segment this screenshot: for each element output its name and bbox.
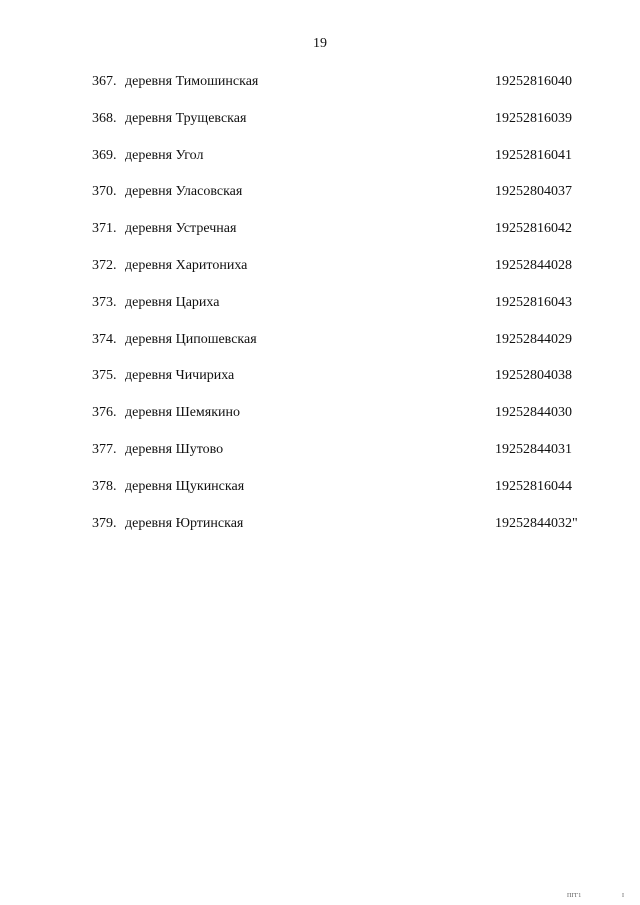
page-number: 19 <box>313 36 327 51</box>
item-number: 375. <box>92 368 117 384</box>
item-code: 19252844032" <box>495 515 578 531</box>
item-number: 368. <box>92 110 117 126</box>
item-number: 373. <box>92 294 117 310</box>
item-number: 376. <box>92 405 117 421</box>
item-name: деревня Щукинская <box>125 478 245 494</box>
item-number: 372. <box>92 257 117 273</box>
item-name: деревня Угол <box>125 147 204 163</box>
item-number: 367. <box>92 74 117 89</box>
item-number: 374. <box>92 331 117 347</box>
list-item <box>92 404 592 441</box>
item-number: 379. <box>92 515 117 531</box>
item-name: деревня Чичириха <box>125 368 235 384</box>
item-code: 19252844028 <box>495 257 572 273</box>
item-code: 19252816042 <box>495 221 572 237</box>
list-item <box>92 294 592 331</box>
item-name: деревня Юртинская <box>125 515 244 531</box>
list-item <box>92 478 592 515</box>
settlement-list <box>92 73 592 551</box>
footer-right-mark: I <box>622 893 624 899</box>
list-item <box>92 147 592 184</box>
item-code: 19252844029 <box>495 331 572 347</box>
item-code: 19252844031 <box>495 441 572 457</box>
item-number: 370. <box>92 184 117 200</box>
list-item <box>92 73 592 110</box>
item-name: деревня Шемякино <box>125 405 241 421</box>
list-item <box>92 183 592 220</box>
item-number: 377. <box>92 441 117 457</box>
item-name: деревня Шутово <box>125 441 224 457</box>
item-code: 19252816039 <box>495 110 572 126</box>
list-item <box>92 220 592 257</box>
list-item <box>92 441 592 478</box>
item-code: 19252804038 <box>495 368 572 384</box>
list-item <box>92 257 592 294</box>
item-name: деревня Харитониха <box>125 257 248 273</box>
item-code: 19252816040 <box>495 74 572 89</box>
item-code: 19252816043 <box>495 294 572 310</box>
list-item <box>92 110 592 147</box>
footer-left-mark: ΠΓΓ1 <box>567 893 582 899</box>
list-item <box>92 367 592 404</box>
item-name: деревня Уласовская <box>125 184 243 200</box>
item-code: 19252816044 <box>495 478 572 494</box>
list-item <box>92 331 592 368</box>
item-name: деревня Тимошинская <box>125 74 259 89</box>
item-code: 19252816041 <box>495 147 572 163</box>
item-number: 378. <box>92 478 117 494</box>
item-name: деревня Цариха <box>125 294 220 310</box>
item-code: 19252844030 <box>495 405 572 421</box>
item-name: деревня Ципошевская <box>125 331 257 347</box>
item-number: 371. <box>92 221 117 237</box>
item-number: 369. <box>92 147 117 163</box>
item-code: 19252804037 <box>495 184 572 200</box>
item-name: деревня Устречная <box>125 221 237 237</box>
list-item <box>92 515 592 552</box>
item-name: деревня Трущевская <box>125 110 247 126</box>
